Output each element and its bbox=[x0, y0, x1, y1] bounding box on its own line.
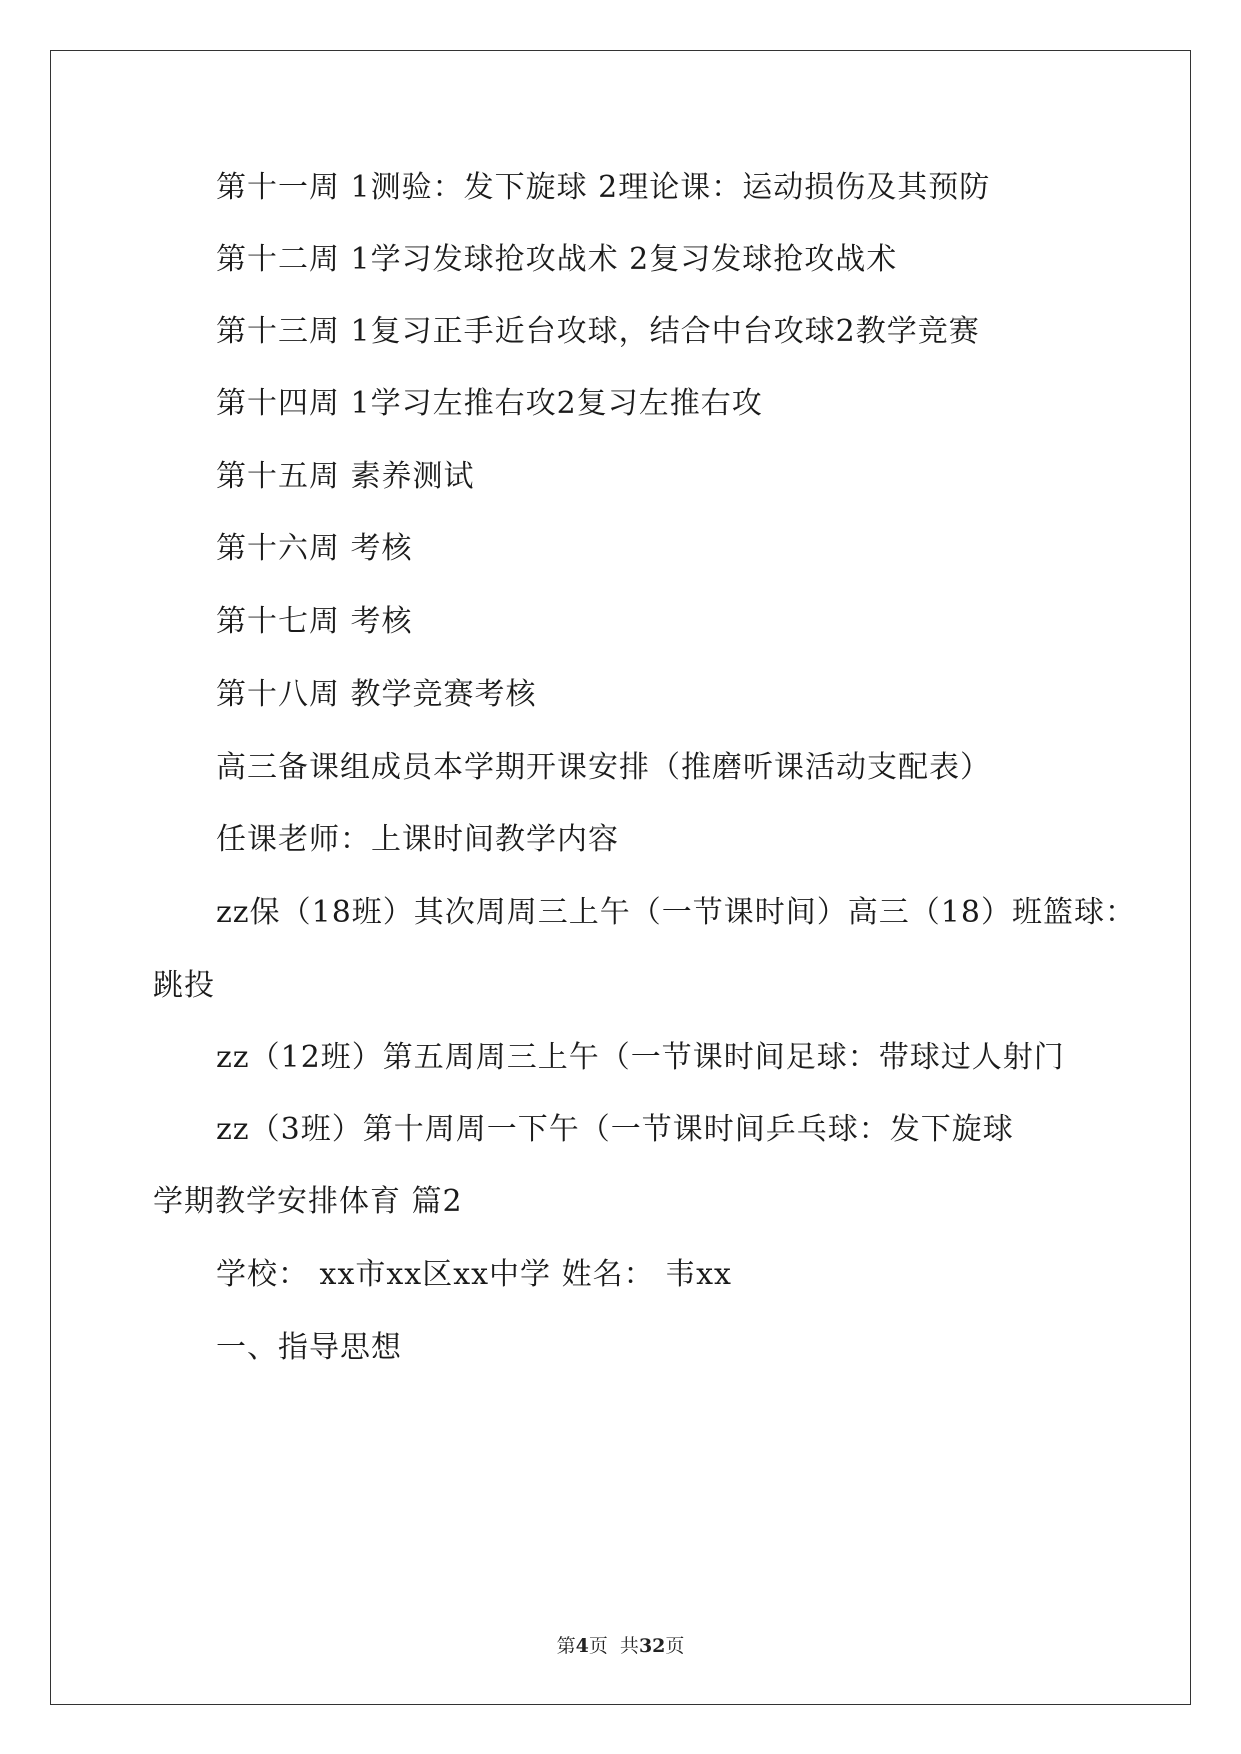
text-line: 学校： xx市xx区xx中学 姓名： 韦xx bbox=[216, 1257, 732, 1292]
text-line: zz（12班）第五周周三上午（一节课时间足球：带球过人射门 bbox=[216, 1040, 1065, 1075]
text-line: 第十三周 1复习正手近台攻球，结合中台攻球2教学竞赛 bbox=[216, 314, 980, 349]
section-heading: 一、指导思想 bbox=[216, 1330, 402, 1365]
text-line: zz（3班）第十周周一下午（一节课时间乒乓球：发下旋球 bbox=[216, 1112, 1014, 1147]
section-heading: 学期教学安排体育 篇2 bbox=[153, 1184, 463, 1219]
text-line: 任课老师：上课时间教学内容 bbox=[216, 822, 619, 857]
text-line: 第十四周 1学习左推右攻2复习左推右攻 bbox=[216, 386, 763, 421]
footer-suffix: 页 bbox=[665, 1635, 685, 1657]
total-pages: 32 bbox=[638, 1635, 666, 1657]
text-line: 第十五周 素养测试 bbox=[216, 459, 475, 494]
footer-prefix: 第 bbox=[556, 1635, 576, 1657]
text-line: 第十一周 1测验：发下旋球 2理论课：运动损伤及其预防 bbox=[216, 170, 991, 205]
text-line: 第十八周 教学竞赛考核 bbox=[216, 677, 537, 712]
page-number: 4 bbox=[575, 1635, 589, 1657]
page-border bbox=[50, 50, 1191, 1705]
page-footer bbox=[0, 1631, 1241, 1658]
footer-middle: 页 共 bbox=[588, 1635, 639, 1657]
text-line: 第十六周 考核 bbox=[216, 531, 413, 566]
text-line: 第十七周 考核 bbox=[216, 604, 413, 639]
text-line: 第十二周 1学习发球抢攻战术 2复习发球抢攻战术 bbox=[216, 242, 898, 277]
text-line: 高三备课组成员本学期开课安排（推磨听课活动支配表） bbox=[216, 750, 991, 785]
text-line: zz保（18班）其次周周三上午（一节课时间）高三（18）班篮球： bbox=[216, 895, 1136, 930]
text-line: 跳投 bbox=[153, 968, 215, 1003]
